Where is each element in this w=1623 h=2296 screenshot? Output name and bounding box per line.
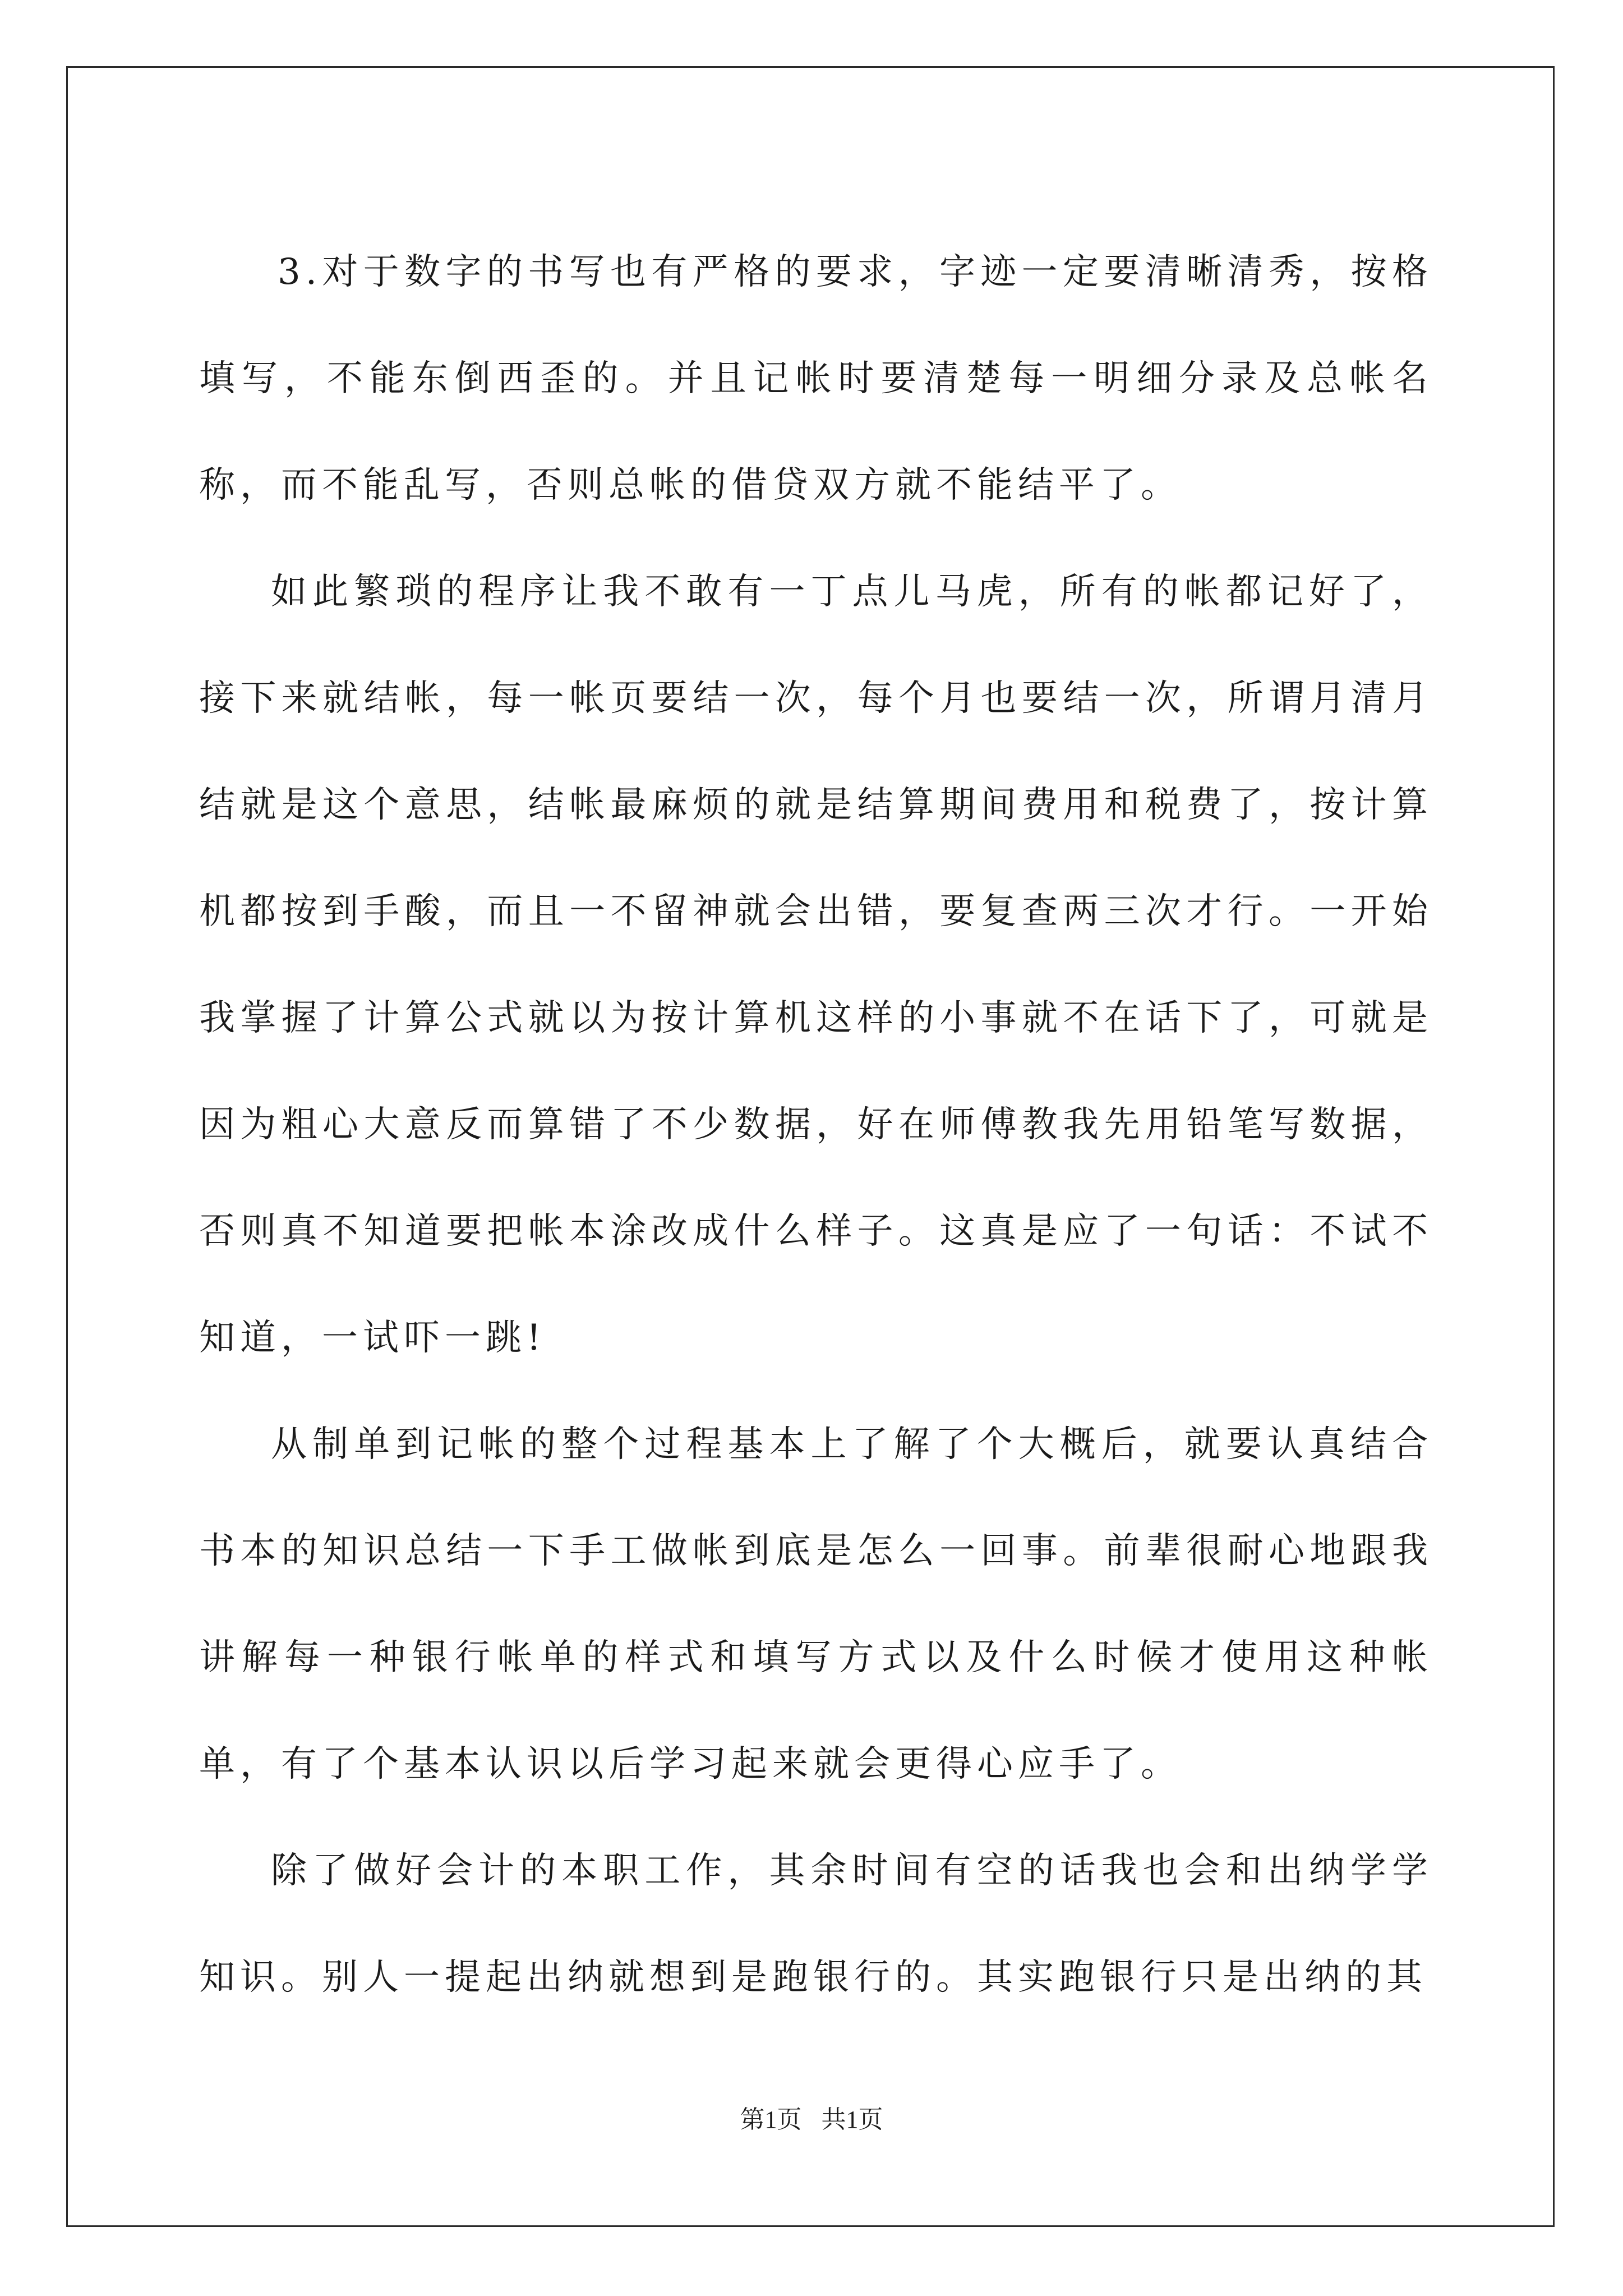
paragraph-3: 从制单到记帐的整个过程基本上了解了个大概后，就要认真结合书本的知识总结一下手工做帐到底是怎么一回事。前辈很耐心地跟我讲解每一种银行帐单的样式和填写方式以及什么时候才使用这种帐单，有了个基本认识以后学习起来就会更得心应手了。 [199,1424,1433,1785]
paragraph-2: 如此繁琐的程序让我不敢有一丁点儿马虎，所有的帐都记好了，接下来就结帐，每一帐页要结一次，每个月也要结一次，所谓月清月结就是这个意思，结帐最麻烦的就是结算期间费用和税费了，按计算机都按到手酸，而且一不留神就会出错，要复查两三次才行。一开始我掌握了计算公式就以为按计算机这样的小事就不在话下了，可就是因为粗心大意反而算错了不少数据，好在师傅教我先用铅笔写数据，否则真不知道要把帐本涂改成什么样子。这真是应了一句话：不试不知道，一试吓一跳! [199,571,1433,1359]
paragraph-1: 3.对于数字的书写也有严格的要求，字迹一定要清晰清秀，按格填写，不能东倒西歪的。并且记帐时要清楚每一明细分录及总帐名称，而不能乱写，否则总帐的借贷双方就不能结平了。 [199,251,1433,506]
paragraph-4: 除了做好会计的本职工作，其余时间有空的话我也会和出纳学学知识。别人一提起出纳就想到是跑银行的。其实跑银行只是出纳的其 [199,1850,1433,1998]
page-number-current: 第1页 [740,2106,802,2133]
page-footer [0,2099,1623,2135]
document-body [199,219,1433,2031]
page-number-total: 共1页 [821,2106,883,2133]
